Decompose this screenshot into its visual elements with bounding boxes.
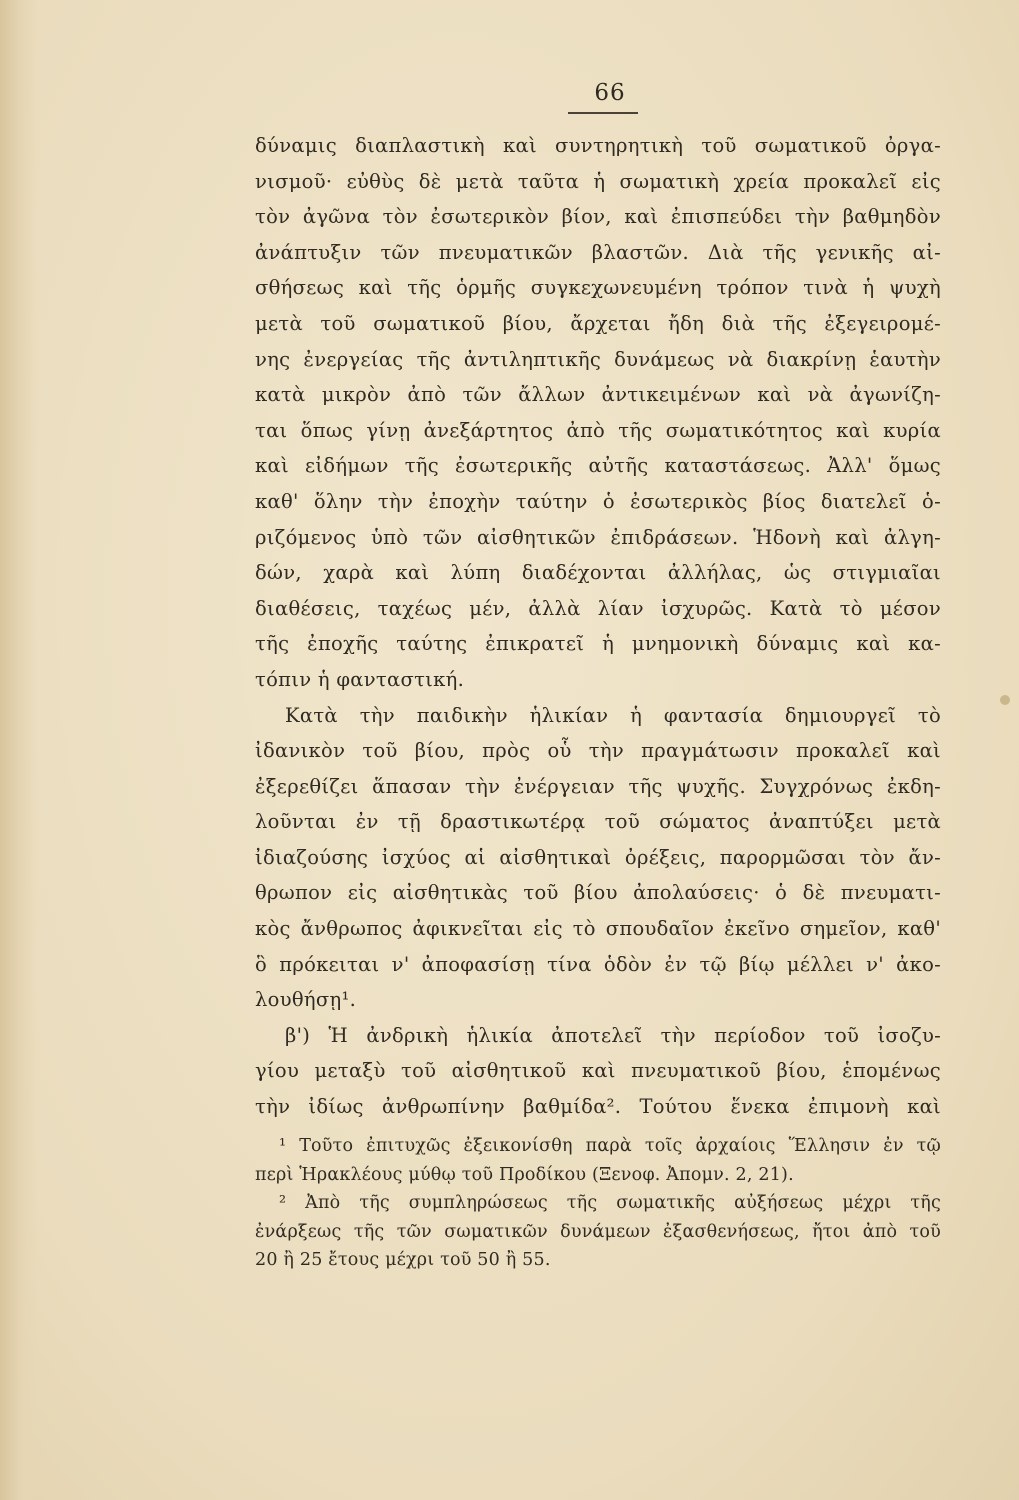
text-line: καθ' ὅλην τὴν ἐποχὴν ταύτην ὁ ἐσωτερικὸς βίος διατελεῖ ὁ- [255, 489, 941, 513]
footnote-2-line: ² Ἀπὸ τῆς συμπληρώσεως τῆς σωματικῆς αὐξήσεως μέχρι τῆς [279, 1193, 941, 1214]
text-line: γίου μεταξὺ τοῦ αἰσθητικοῦ καὶ πνευματικοῦ βίου, ἑπομένως [255, 1059, 941, 1083]
text-line: κατὰ μικρὸν ἀπὸ τῶν ἄλλων ἀντικειμένων καὶ νὰ ἀγωνίζη- [255, 383, 941, 407]
text-line: ριζόμενος ὑπὸ τῶν αἰσθητικῶν ἐπιδράσεων. Ἡδονὴ καὶ ἀλγη- [255, 525, 941, 549]
text-line: ὃ πρόκειται ν' ἀποφασίσῃ τίνα ὁδὸν ἐν τῷ βίῳ μέλλει ν' ἀκο- [255, 952, 941, 976]
footnote-2-line: 20 ἢ 25 ἔτους μέχρι τοῦ 50 ἢ 55. [255, 1250, 551, 1271]
text-line: λουθήσῃ¹. [255, 988, 357, 1012]
text-line: θρωπον εἰς αἰσθητικὰς τοῦ βίου ἀπολαύσεις· ὁ δὲ πνευματι- [255, 881, 941, 905]
text-line: τὴν ἰδίως ἀνθρωπίνην βαθμίδα². Τούτου ἕνεκα ἐπιμονὴ καὶ [255, 1095, 941, 1119]
text-line: δύναμις διαπλαστικὴ καὶ συντηρητικὴ τοῦ σωματικοῦ ὀργα- [255, 134, 941, 157]
footnote-1-line: ¹ Τοῦτο ἐπιτυχῶς ἐξεικονίσθη παρὰ τοῖς ἀρχαίοις Ἕλλησιν ἐν τῷ [279, 1136, 941, 1156]
text-line: νισμοῦ· εὐθὺς δὲ μετὰ ταῦτα ἡ σωματικὴ χρεία προκαλεῖ εἰς [255, 169, 941, 193]
text-line: ἐξερεθίζει ἅπασαν τὴν ἐνέργειαν τῆς ψυχῆς. Συγχρόνως ἐκδη- [255, 774, 941, 798]
text-line: ται ὅπως γίνῃ ἀνεξάρτητος ἀπὸ τῆς σωματικότητος καὶ κυρία [255, 418, 941, 442]
text-line-paragraph-start: Κατὰ τὴν παιδικὴν ἡλικίαν ἡ φαντασία δημιουργεῖ τὸ [285, 703, 941, 727]
text-line-paragraph-start: β') Ἡ ἀνδρικὴ ἡλικία ἀποτελεῖ τὴν περίοδον τοῦ ἰσοζυ- [285, 1023, 941, 1047]
text-line: τῆς ἐποχῆς ταύτης ἐπικρατεῖ ἡ μνημονικὴ δύναμις καὶ κα- [255, 632, 941, 656]
footnote-1-line: περὶ Ἡρακλέους μύθῳ τοῦ Προδίκου (Ξενοφ. Ἀπομν. 2, 21). [255, 1164, 794, 1185]
text-line: κὸς ἄνθρωπος ἀφικνεῖται εἰς τὸ σπουδαῖον ἐκεῖνο σημεῖον, καθ' [255, 917, 941, 941]
text-line: μετὰ τοῦ σωματικοῦ βίου, ἄρχεται ἤδη διὰ τῆς ἐξεγειρομέ- [255, 311, 941, 335]
text-line: νης ἐνεργείας τῆς ἀντιληπτικῆς δυνάμεως νὰ διακρίνῃ ἑαυτὴν [255, 347, 941, 371]
text-line: ἀνάπτυξιν τῶν πνευματικῶν βλαστῶν. Διὰ τῆς γενικῆς αἰ- [255, 240, 941, 264]
paper-stain [1000, 695, 1010, 705]
text-line: ἰδανικὸν τοῦ βίου, πρὸς οὗ τὴν πραγμάτωσιν προκαλεῖ καὶ [255, 739, 941, 763]
text-line: καὶ εἰδήμων τῆς ἐσωτερικῆς αὐτῆς καταστάσεως. Ἀλλ' ὅμως [255, 454, 941, 478]
text-line: τόπιν ἡ φανταστική. [255, 667, 465, 691]
book-spine-shadow [0, 0, 38, 1500]
main-text [255, 128, 941, 1125]
text-line: λοῦνται ἐν τῇ δραστικωτέρᾳ τοῦ σώματος ἀναπτύξει μετὰ [255, 810, 941, 834]
text-line: τὸν ἀγῶνα τὸν ἐσωτερικὸν βίον, καὶ ἐπισπεύδει τὴν βαθμηδὸν [255, 205, 941, 229]
text-line: σθήσεως καὶ τῆς ὁρμῆς συγκεχωνευμένη τρόπον τινὰ ἡ ψυχὴ [255, 276, 941, 300]
text-line: διαθέσεις, ταχέως μέν, ἀλλὰ λίαν ἰσχυρῶς. Κατὰ τὸ μέσον [255, 596, 941, 620]
page-number: 66 [594, 80, 626, 106]
text-line: ἰδιαζούσης ἰσχύος αἱ αἰσθητικαὶ ὀρέξεις, παρορμῶσαι τὸν ἄν- [255, 845, 941, 869]
text-line: δών, χαρὰ καὶ λύπη διαδέχονται ἀλλήλας, ὡς στιγμιαῖαι [255, 561, 941, 585]
footnote-2-line: ἐνάρξεως τῆς τῶν σωματικῶν δυνάμεων ἐξασθενήσεως, ἤτοι ἀπὸ τοῦ [255, 1221, 941, 1242]
page-number-underline [568, 112, 638, 114]
footnotes [255, 1132, 941, 1275]
